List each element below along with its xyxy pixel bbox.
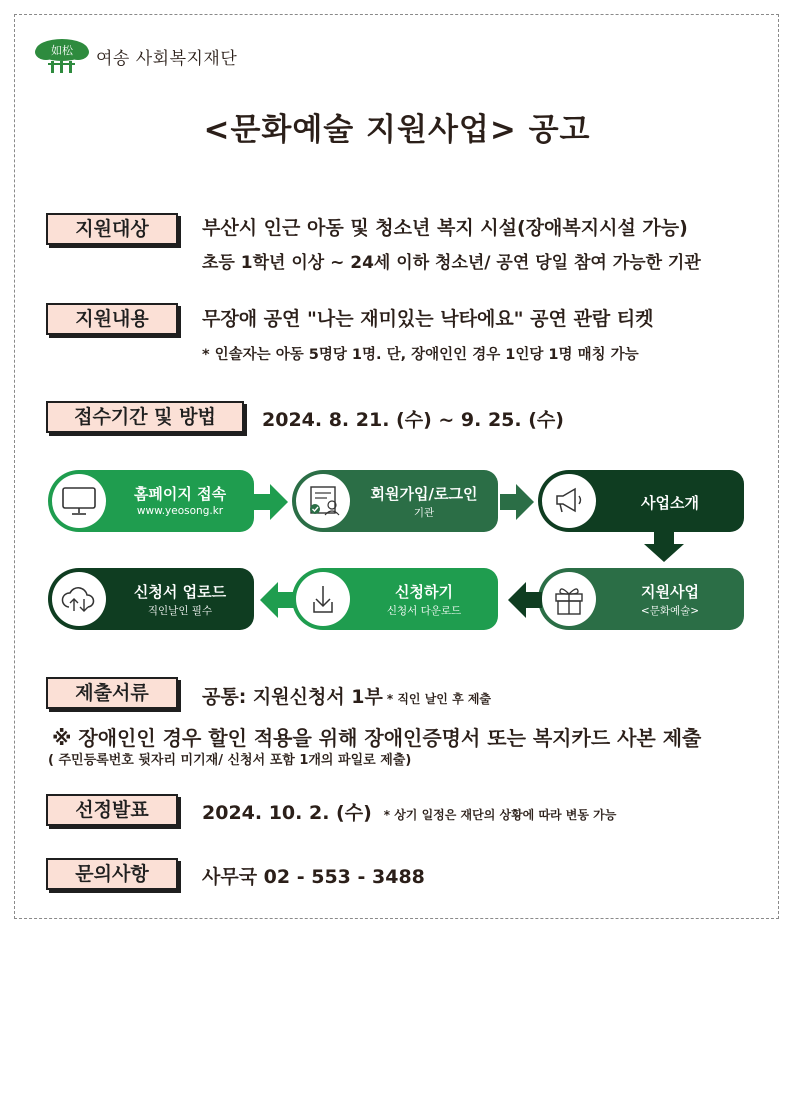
signup-form-icon: [296, 474, 350, 528]
flow-arrow-right-icon: [254, 484, 288, 520]
monitor-icon: [52, 474, 106, 528]
content-main: 무장애 공연 "나는 재미있는 낙타에요" 공연 관람 티켓: [202, 308, 654, 330]
megaphone-icon: [542, 474, 596, 528]
step-title: 신청서 업로드: [133, 583, 227, 601]
step-support: [538, 568, 744, 630]
announce-label: 선정발표: [46, 794, 178, 826]
flow-arrow-down-icon: [644, 532, 684, 562]
step-sub: www.yeosong.kr: [136, 505, 224, 517]
step-sub: 기관: [413, 507, 435, 519]
logo-seal-text: 如松: [51, 44, 73, 57]
step-title: 홈페이지 접속: [133, 485, 227, 503]
step-title: 사업소개: [641, 494, 699, 512]
announce-note: * 상기 일정은 재단의 상황에 따라 변동 가능: [383, 808, 617, 822]
download-icon: [296, 572, 350, 626]
flow-arrow-right-icon: [500, 484, 534, 520]
documents-main-line: [202, 682, 491, 709]
documents-main: 공통: 지원신청서 1부: [202, 686, 383, 708]
period-label: 접수기간 및 방법: [46, 401, 244, 433]
step-title: 신청하기: [395, 583, 453, 601]
content-label: 지원내용: [46, 303, 178, 335]
contact-label: 문의사항: [46, 858, 178, 890]
target-main: 부산시 인근 아동 및 청소년 복지 시설(장애복지시설 가능): [202, 217, 688, 239]
announce-line: [202, 798, 616, 825]
documents-warning-sub: ( 주민등록번호 뒷자리 미기재/ 신청서 포함 1개의 파일로 제출): [48, 753, 412, 768]
notice-frame: [14, 14, 779, 919]
documents-label: 제출서류: [46, 677, 178, 709]
org-logo: [34, 36, 237, 76]
step-title: 회원가입/로그인: [370, 485, 478, 503]
step-sub: 직인날인 필수: [147, 605, 213, 617]
flow-arrow-left-icon: [260, 582, 294, 618]
gift-icon: [542, 572, 596, 626]
content-note: * 인솔자는 아동 5명당 1명. 단, 장애인인 경우 1인당 1명 매칭 가능: [202, 347, 639, 363]
step-sub: <문화예술>: [640, 605, 700, 617]
step-sub: 신청서 다운로드: [386, 605, 462, 617]
step-upload: [48, 568, 254, 630]
target-label: 지원대상: [46, 213, 178, 245]
cloud-upload-icon: [52, 572, 106, 626]
step-homepage: [48, 470, 254, 532]
documents-main-note: * 직인 날인 후 제출: [386, 692, 492, 706]
step-apply: [292, 568, 498, 630]
org-name: 여송 사회복지재단: [96, 48, 238, 69]
announce-value: 2024. 10. 2. (수): [202, 802, 372, 824]
period-value: 2024. 8. 21. (수) ~ 9. 25. (수): [262, 409, 564, 431]
page-title: <문화예술 지원사업> 공고: [203, 112, 591, 148]
step-intro: [538, 470, 744, 532]
step-title: 지원사업: [641, 583, 699, 601]
tree-logo-icon: [34, 36, 90, 76]
step-signup: [292, 470, 498, 532]
documents-warning: ※ 장애인인 경우 할인 적용을 위해 장애인증명서 또는 복지카드 사본 제출: [52, 726, 702, 750]
contact-value: 사무국 02 - 553 - 3488: [202, 866, 425, 888]
target-sub: 초등 1학년 이상 ~ 24세 이하 청소년/ 공연 당일 참여 가능한 기관: [202, 253, 701, 273]
flow-arrow-left-icon: [508, 582, 542, 618]
